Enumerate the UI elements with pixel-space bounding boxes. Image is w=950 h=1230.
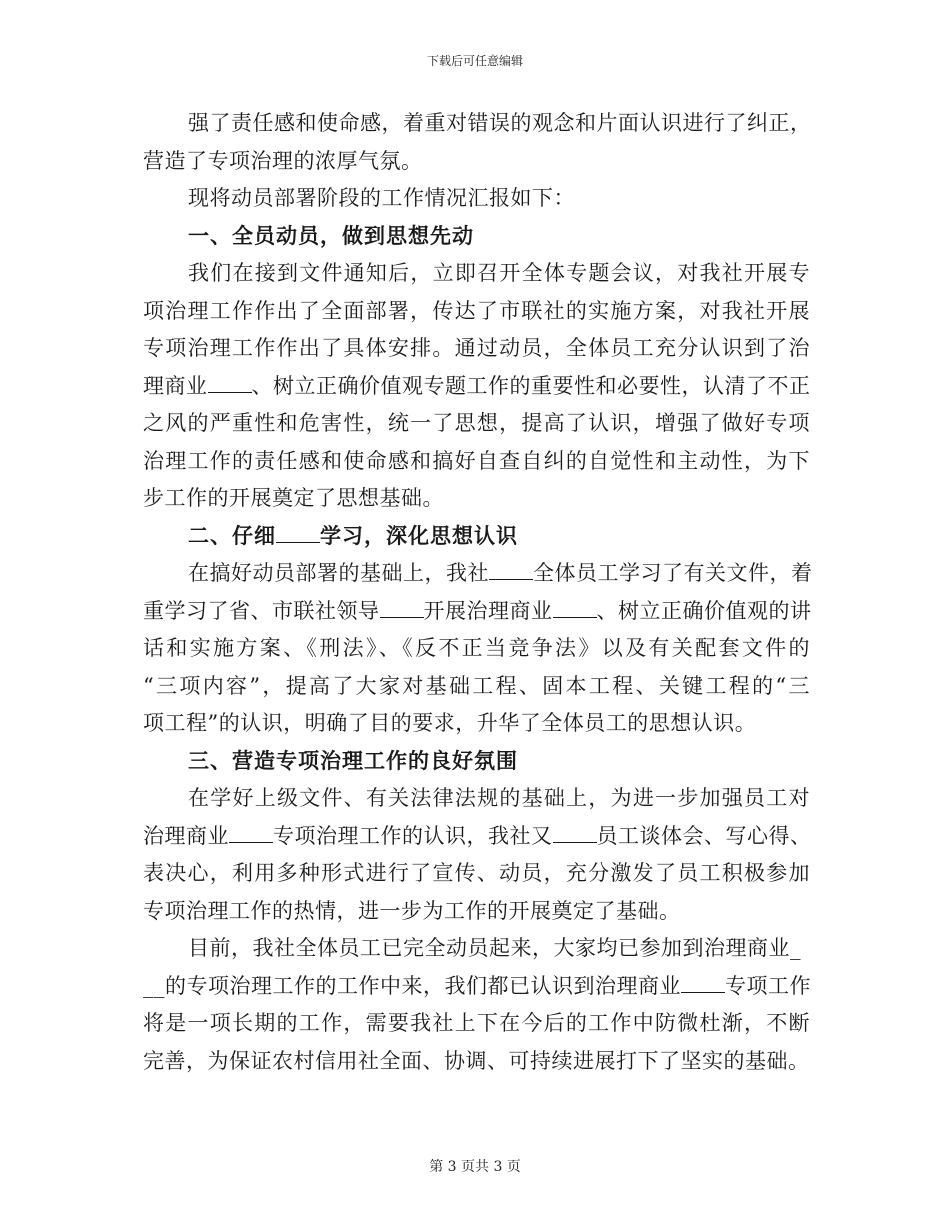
paragraph-line bbox=[143, 968, 810, 1006]
paragraph-line: 专项治理工作作出了具体安排。通过动员，全体员工充分认识到了治 bbox=[143, 336, 810, 360]
text-segment: 治理商业 bbox=[143, 823, 229, 848]
fill-in-blank bbox=[208, 374, 252, 393]
section-heading-1: 一、全员动员，做到思想先动 bbox=[188, 223, 474, 248]
text-segment: 员工谈体会、写心得、 bbox=[596, 823, 812, 848]
text-segment: 全体员工学习了有关文件，着 bbox=[533, 561, 813, 585]
paragraph-line: 完善，为保证农村信用社全面、协调、可持续进展打下了坚实的基础。 bbox=[143, 1048, 810, 1073]
paragraph-line: 项工程”的认识，明确了目的要求，升华了全体员工的思想认识。 bbox=[143, 711, 757, 735]
text-segment: 二、仔细 bbox=[188, 523, 276, 548]
paragraph-line bbox=[143, 368, 810, 406]
fill-in-blank bbox=[229, 824, 273, 843]
text-segment: 重学习了省、市联社领导 bbox=[143, 598, 380, 623]
paragraph-line: 专项治理工作的热情，进一步为工作的开展奠定了基础。 bbox=[143, 898, 681, 923]
paragraph-line bbox=[143, 593, 810, 631]
paragraph-line: 在学好上级文件、有关法律法规的基础上，为进一步加强员工对 bbox=[188, 786, 810, 810]
text-segment: 在搞好动员部署的基础上，我社 bbox=[188, 561, 489, 585]
paragraph-line: 项治理工作作出了全面部署，传达了市联社的实施方案，对我社开展 bbox=[143, 298, 810, 323]
fill-in-blank bbox=[553, 599, 597, 618]
paragraph-line: “三项内容”，提高了大家对基础工程、固本工程、关键工程的“三 bbox=[143, 673, 810, 698]
text-segment: __的专项治理工作的工作中来，我们都已认识到治理商业 bbox=[143, 973, 681, 998]
text-segment: 开展治理商业 bbox=[423, 598, 553, 623]
text-segment: 专项工作 bbox=[725, 973, 811, 998]
paragraph-line: 治理工作的责任感和使命感和搞好自查自纠的自觉性和主动性，为下 bbox=[143, 448, 810, 473]
document-body bbox=[143, 105, 813, 1080]
section-heading-2 bbox=[143, 518, 810, 556]
fill-in-blank bbox=[489, 561, 533, 580]
fill-in-blank bbox=[553, 824, 597, 843]
paragraph-line: 现将动员部署阶段的工作情况汇报如下： bbox=[188, 186, 575, 210]
paragraph-line: 营造了专项治理的浓厚气氛。 bbox=[143, 148, 423, 173]
paragraph-line: 步工作的开展奠定了思想基础。 bbox=[143, 486, 444, 510]
fill-in-blank bbox=[276, 524, 320, 543]
section-heading-3: 三、营造专项治理工作的良好氛围 bbox=[188, 748, 518, 773]
paragraph-line: 强了责任感和使命感，着重对错误的观念和片面认识进行了纠正， bbox=[188, 111, 812, 135]
text-segment: 理商业 bbox=[143, 373, 208, 398]
text-segment: 、树立正确价值观的讲 bbox=[596, 598, 812, 623]
text-segment: 、树立正确价值观专题工作的重要性和必要性，认清了不正 bbox=[251, 373, 811, 398]
page-number: 第 3 页共 3 页 bbox=[429, 1159, 521, 1175]
paragraph-line: 之风的严重性和危害性，统一了思想，提高了认识，增强了做好专项 bbox=[143, 411, 810, 435]
paragraph-line: 目前，我社全体员工已完全动员起来，大家均已参加到治理商业_ bbox=[188, 936, 801, 960]
text-segment: 学习，深化思想认识 bbox=[320, 523, 518, 548]
paragraph-line bbox=[143, 818, 810, 856]
text-segment: 专项治理工作的认识，我社又 bbox=[273, 823, 553, 848]
fill-in-blank bbox=[380, 599, 424, 618]
page-header-note: 下载后可任意编辑 bbox=[426, 54, 523, 68]
paragraph-line: 话和实施方案、《刑法》、《反不正当竞争法》以及有关配套文件的 bbox=[143, 636, 810, 660]
paragraph-line bbox=[143, 555, 813, 593]
paragraph-line: 我们在接到文件通知后，立即召开全体专题会议，对我社开展专 bbox=[188, 261, 810, 285]
paragraph-line: 表决心，利用多种形式进行了宣传、动员，充分激发了员工积极参加 bbox=[143, 861, 810, 885]
paragraph-line: 将是一项长期的工作，需要我社上下在今后的工作中防微杜渐，不断 bbox=[143, 1011, 810, 1035]
fill-in-blank bbox=[681, 974, 725, 993]
